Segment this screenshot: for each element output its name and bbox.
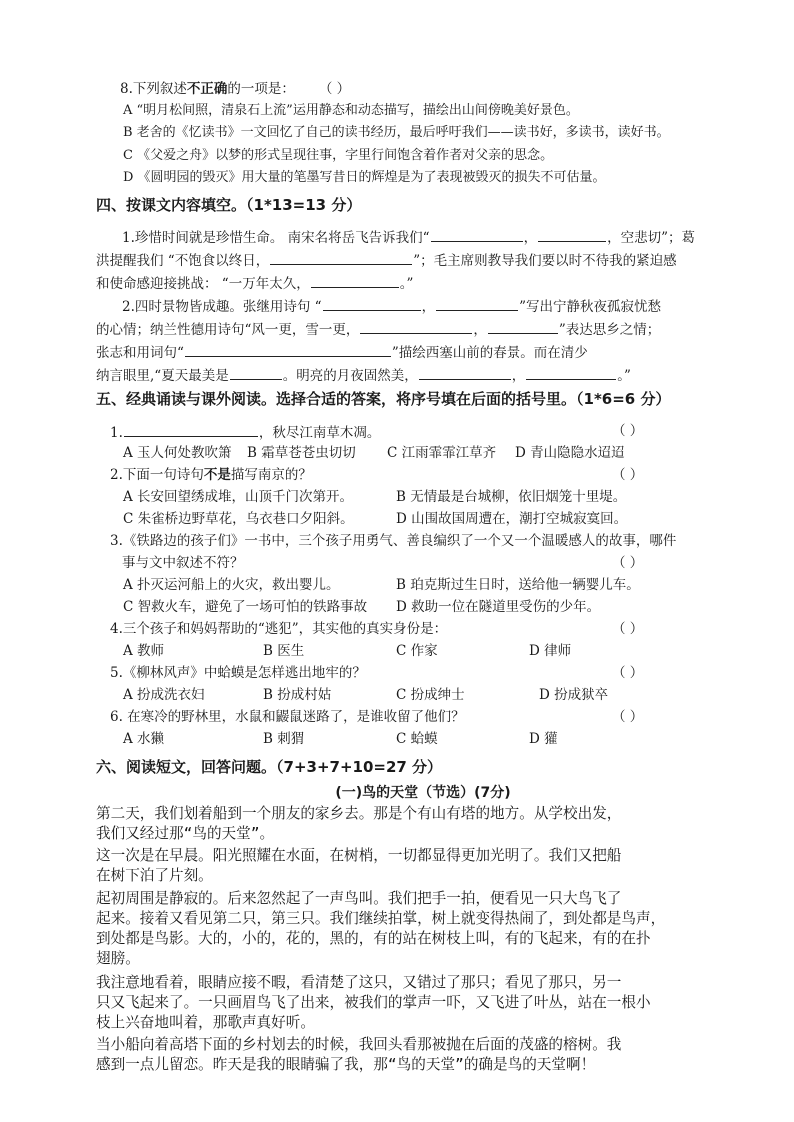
sec5-q3-stem-line1: 3.《铁路边的孩子们》一书中，三个孩子用勇气、善良编织了一个又一个温暖感人的故事，哪件 xyxy=(110,533,677,549)
sec5-q5-option-c: C 扮成绅士 xyxy=(396,687,465,703)
q8-stem-emphasis: 不正确 xyxy=(186,81,228,97)
fill-blank[interactable] xyxy=(431,226,523,242)
sec4-l7-text: 纳言眼里,“夏天最美是 xyxy=(96,368,229,384)
sec5-q6-answer-paren[interactable]: （ ） xyxy=(612,709,644,725)
sec5-q1-option-d: D 青山隐隐水迢迢 xyxy=(515,445,625,461)
sec5-q2-option-a: A 长安回望绣成堆，山顶千门次第开。 xyxy=(123,489,354,505)
sec5-q6-options xyxy=(123,729,683,749)
q8-stem xyxy=(120,79,350,99)
fill-blank[interactable] xyxy=(124,421,258,437)
sec5-q2-option-c: C 朱雀桥边野草花，乌衣巷口夕阳斜。 xyxy=(123,511,354,527)
passage-title: (一)鸟的天堂（节选）(7分) xyxy=(335,785,511,801)
sec5-q2-option-b: B 无情最是台城柳，依旧烟笼十里堤。 xyxy=(396,489,627,505)
passage-line: 只又飞起来了。一只画眉鸟飞了出来，被我们的掌声一吓，又飞进了叶丛，站在一根小 xyxy=(96,994,651,1011)
sec5-q4-option-a: A 教师 xyxy=(123,643,165,659)
sec5-q3-options-row2 xyxy=(123,597,683,617)
sec4-l2-text-end: ”；毛主席则教导我们要以时不待我的紧迫感 xyxy=(413,253,677,269)
fill-blank[interactable] xyxy=(436,295,518,311)
fill-blank[interactable] xyxy=(323,295,421,311)
sec4-line-2 xyxy=(96,249,677,271)
fill-blank[interactable] xyxy=(526,364,616,380)
sec4-l2-text: 洪提醒我们 “不饱食以终日， xyxy=(96,253,270,269)
sec5-q1-option-b: B 霜草苍苍虫切切 xyxy=(247,445,356,461)
passage-line: 枝上兴奋地叫着，那歌声真好听。 xyxy=(96,1014,315,1031)
fill-blank[interactable] xyxy=(488,318,558,334)
sec5-q1-text: ，秋尽江南草木凋。 xyxy=(258,425,381,441)
sec4-line-5 xyxy=(96,318,660,340)
sec5-q1-option-c: C 江雨霏霏江草齐 xyxy=(387,445,497,461)
q8-answer-paren[interactable]: （ ） xyxy=(318,81,351,97)
sec4-l4-text-end: ”写出宁静秋夜孤寂忧愁 xyxy=(519,299,661,315)
q8-option-c: C 《父爱之舟》以梦的形式呈现往事，字里行间饱含着作者对父亲的思念。 xyxy=(123,148,554,163)
section-6-title: 六、阅读短文，回答问题。（7+3+7+10=27 分） xyxy=(96,758,443,776)
sec4-l4-comma: ， xyxy=(421,299,436,315)
passage-line: 我注意地看着，眼睛应接不暇，看清楚了这只，又错过了那只；看见了那只，另一 xyxy=(96,974,622,991)
sec5-q2-text-end: 描写南京的？ xyxy=(230,467,312,483)
passage-line: 感到一点儿留恋。昨天是我的眼睛骗了我，那“鸟的天堂”的确是鸟的天堂啊！ xyxy=(96,1056,596,1073)
sec4-line-7 xyxy=(96,364,631,386)
sec4-l5-text-end: ”表达思乡之情； xyxy=(558,322,661,338)
sec4-line-6 xyxy=(96,341,588,363)
sec4-line-4 xyxy=(122,295,661,317)
sec4-l1-comma: ， xyxy=(523,230,538,246)
sec5-q2-answer-paren[interactable]: （ ） xyxy=(612,467,644,483)
sec5-q3-option-c: C 智救火车，避免了一场可怕的铁路事故 xyxy=(123,599,368,615)
sec4-l7-comma: ， xyxy=(511,368,526,384)
passage-line: 到处都是鸟影。大的，小的，花的，黑的，有的站在树枝上叫，有的飞起来，有的在扑 xyxy=(96,930,651,947)
passage-line: 我们又经过那“鸟的天堂”。 xyxy=(96,825,275,842)
sec5-q2-option-d: D 山围故国周遭在，潮打空城寂寞回。 xyxy=(396,511,628,527)
sec4-l5-comma: ， xyxy=(473,322,487,338)
sec5-q3-options-row1 xyxy=(123,575,683,595)
sec5-q4-options xyxy=(123,641,683,661)
sec5-q2-emphasis: 不是 xyxy=(203,467,231,483)
passage-line: 翅膀。 xyxy=(96,950,140,967)
passage-line: 当小船向着高塔下面的乡村划去的时候，我回头看那被抛在后面的茂盛的榕树。我 xyxy=(96,1036,622,1053)
q8-stem-text-end: 的一项是： xyxy=(227,81,295,97)
sec5-q5-option-d: D 扮成狱卒 xyxy=(539,687,609,703)
sec5-q1-number: 1. xyxy=(110,425,123,441)
sec5-q4-option-c: C 作家 xyxy=(396,643,438,659)
sec4-l1-text-end: ，空悲切”；葛 xyxy=(607,230,695,246)
fill-blank[interactable] xyxy=(185,341,391,357)
sec4-l7-text-mid: 。明亮的月夜固然美， xyxy=(282,368,418,384)
sec5-q2-stem xyxy=(110,465,312,485)
sec5-q2-text: 2.下面一句诗句 xyxy=(110,467,204,483)
sec5-q1-answer-paren[interactable]: （ ） xyxy=(612,423,644,439)
passage-line: 这一次是在早晨。阳光照耀在水面，在树梢，一切都显得更加光明了。我们又把船 xyxy=(96,847,622,864)
passage-line: 起来。接着又看见第二只，第三只。我们继续拍掌，树上就变得热闹了，到处都是鸟声， xyxy=(96,910,666,927)
sec4-l7-text-end: 。” xyxy=(617,368,631,384)
sec5-q1-stem xyxy=(110,421,380,443)
sec5-q3-stem-line2: 事与文中叙述不符？ xyxy=(122,555,244,571)
fill-blank[interactable] xyxy=(311,272,399,288)
q8-stem-text: 8.下列叙述 xyxy=(120,81,187,97)
sec4-l6-text-end: ”描绘西塞山前的春景。而在清少 xyxy=(391,345,588,361)
sec4-l1-text: 1.珍惜时间就是珍惜生命。 南宋名将岳飞告诉我们“ xyxy=(122,230,430,246)
sec5-q2-options-row2 xyxy=(123,509,683,529)
fill-blank[interactable] xyxy=(270,249,412,265)
sec5-q3-option-a: A 扑灭运河船上的火灾，救出婴儿。 xyxy=(123,577,340,593)
sec5-q1-option-a: A 玉人何处教吹箫 xyxy=(123,445,232,461)
sec4-l4-text: 2.四时景物皆成趣。张继用诗句 “ xyxy=(122,299,322,315)
q8-option-a: A “明月松间照，清泉石上流”运用静态和动态描写，描绘出山间傍晚美好景色。 xyxy=(123,103,579,118)
sec4-l6-text: 张志和用词句“ xyxy=(96,345,184,361)
sec5-q6-option-b: B 刺猬 xyxy=(263,731,305,747)
sec5-q3-option-d: D 救助一位在隧道里受伤的少年。 xyxy=(396,599,601,615)
sec4-l5-text: 的心情；纳兰性德用诗句“风一更，雪一更， xyxy=(96,322,360,338)
sec4-l3-text: 和使命感迎接挑战： “一万年太久， xyxy=(96,276,310,292)
sec5-q6-option-c: C 蛤蟆 xyxy=(396,731,438,747)
sec5-q5-stem: 5.《柳林风声》中蛤蟆是怎样逃出地牢的？ xyxy=(110,665,366,681)
sec4-line-3 xyxy=(96,272,413,294)
sec5-q6-stem: 6. 在寒冷的野林里，水鼠和鼹鼠迷路了，是谁收留了他们？ xyxy=(110,709,465,725)
sec5-q4-answer-paren[interactable]: （ ） xyxy=(612,621,644,637)
sec5-q5-options xyxy=(123,685,683,705)
sec5-q4-stem: 4.三个孩子和妈妈帮助的“逃犯”，其实他的真实身份是： xyxy=(110,621,448,637)
fill-blank[interactable] xyxy=(419,364,511,380)
fill-blank[interactable] xyxy=(538,226,606,242)
fill-blank[interactable] xyxy=(360,318,472,334)
sec5-q5-answer-paren[interactable]: （ ） xyxy=(612,665,644,681)
section-4-title: 四、按课文内容填空。（1*13=13 分） xyxy=(96,196,362,214)
passage-line: 在树下泊了片刻。 xyxy=(96,867,213,884)
sec5-q4-option-d: D 律师 xyxy=(529,643,572,659)
sec5-q3-option-b: B 珀克斯过生日时，送给他一辆婴儿车。 xyxy=(396,577,640,593)
sec4-l3-text-end: 。” xyxy=(399,276,414,292)
sec5-q3-answer-paren[interactable]: （ ） xyxy=(612,555,644,571)
q8-option-d: D 《圆明园的毁灭》用大量的笔墨写昔日的辉煌是为了表现被毁灭的损失不可估量。 xyxy=(123,170,606,185)
section-5-title: 五、经典诵读与课外阅读。选择合适的答案，将序号填在后面的括号里。（1*6=6 分） xyxy=(96,390,671,408)
sec5-q5-option-a: A 扮成洗衣妇 xyxy=(123,687,205,703)
sec5-q6-option-d: D 獾 xyxy=(529,731,558,747)
sec5-q4-option-b: B 医生 xyxy=(263,643,305,659)
q8-option-b: B 老舍的《忆读书》一文回忆了自己的读书经历，最后呼吁我们——读书好，多读书，读好书。 xyxy=(123,125,670,140)
sec5-q6-option-a: A 水獭 xyxy=(123,731,165,747)
sec5-q2-options-row1 xyxy=(123,487,683,507)
passage-line: 起初周围是静寂的。后来忽然起了一声鸟叫。我们把手一拍，便看见一只大鸟飞了 xyxy=(96,890,622,907)
sec5-q5-option-b: B 扮成村姑 xyxy=(263,687,332,703)
sec5-q1-options xyxy=(123,443,683,463)
fill-blank[interactable] xyxy=(230,364,282,380)
passage-line: 第二天，我们划着船到一个朋友的家乡去。那是个有山有塔的地方。从学校出发， xyxy=(96,805,622,822)
sec4-line-1 xyxy=(122,226,695,248)
